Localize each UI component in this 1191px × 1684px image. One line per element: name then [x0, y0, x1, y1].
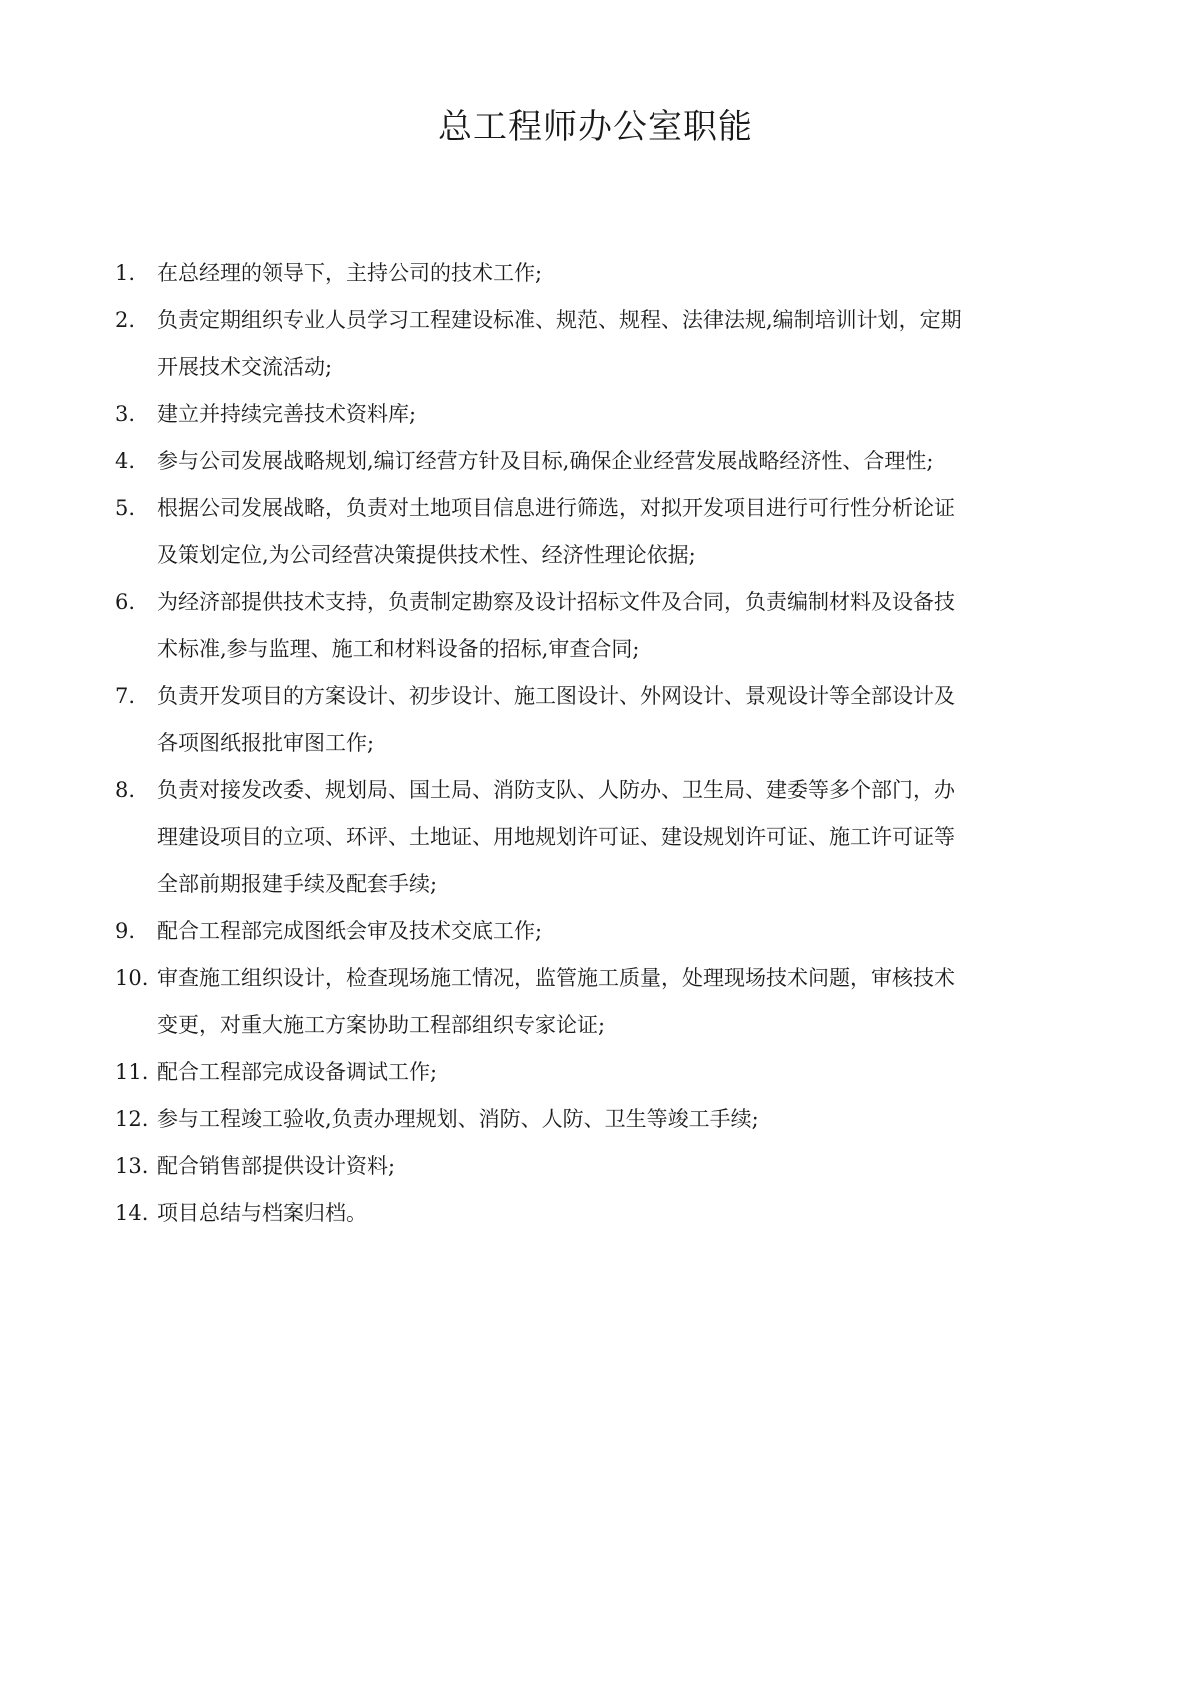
item-text: 在总经理的领导下，主持公司的技术工作; — [157, 261, 543, 285]
list-item — [0, 448, 1191, 495]
item-number: 4. — [115, 449, 136, 473]
duties-list — [0, 260, 1191, 1247]
list-item-line — [0, 589, 1191, 636]
item-text-continued: 全部前期报建手续及配套手续; — [157, 872, 438, 896]
item-text: 配合工程部完成图纸会审及技术交底工作; — [157, 919, 543, 943]
list-item-line — [0, 542, 1191, 589]
list-item-line — [0, 1012, 1191, 1059]
item-text-continued: 术标准,参与监理、施工和材料设备的招标,审查合同; — [157, 637, 640, 661]
item-text: 配合工程部完成设备调试工作; — [157, 1060, 438, 1084]
list-item-line — [0, 1153, 1191, 1200]
item-number: 11. — [115, 1060, 149, 1084]
item-number: 3. — [115, 402, 136, 426]
item-text-continued: 各项图纸报批审图工作; — [157, 731, 375, 755]
item-number: 10. — [115, 966, 149, 990]
item-number: 14. — [115, 1201, 149, 1225]
list-item-line — [0, 918, 1191, 965]
list-item-line — [0, 401, 1191, 448]
item-text: 负责定期组织专业人员学习工程建设标准、规范、规程、法律法规,编制培训计划，定期 — [157, 308, 962, 332]
list-item-line — [0, 307, 1191, 354]
item-text: 建立并持续完善技术资料库; — [157, 402, 417, 426]
list-item — [0, 495, 1191, 589]
list-item — [0, 1153, 1191, 1200]
list-item-line — [0, 448, 1191, 495]
list-item — [0, 401, 1191, 448]
item-text-continued: 理建设项目的立项、环评、土地证、用地规划许可证、建设规划许可证、施工许可证等 — [157, 825, 955, 849]
item-text: 根据公司发展战略，负责对土地项目信息进行筛选，对拟开发项目进行可行性分析论证 — [157, 496, 955, 520]
document-title: 总工程师办公室职能 — [438, 107, 753, 147]
item-number: 8. — [115, 778, 136, 802]
list-item — [0, 307, 1191, 401]
list-item — [0, 777, 1191, 918]
list-item-line — [0, 260, 1191, 307]
list-item — [0, 589, 1191, 683]
list-item — [0, 918, 1191, 965]
list-item-line — [0, 965, 1191, 1012]
item-number: 13. — [115, 1154, 149, 1178]
item-text: 配合销售部提供设计资料; — [157, 1154, 396, 1178]
list-item — [0, 965, 1191, 1059]
list-item-line — [0, 1106, 1191, 1153]
item-number: 9. — [115, 919, 136, 943]
item-number: 7. — [115, 684, 136, 708]
list-item-line — [0, 777, 1191, 824]
item-text: 审查施工组织设计，检查现场施工情况，监管施工质量，处理现场技术问题，审核技术 — [157, 966, 955, 990]
list-item — [0, 683, 1191, 777]
item-text: 为经济部提供技术支持，负责制定勘察及设计招标文件及合同，负责编制材料及设备技 — [157, 590, 955, 614]
item-text: 负责对接发改委、规划局、国土局、消防支队、人防办、卫生局、建委等多个部门，办 — [157, 778, 955, 802]
list-item — [0, 1059, 1191, 1106]
list-item-line — [0, 354, 1191, 401]
list-item-line — [0, 871, 1191, 918]
item-number: 1. — [115, 261, 136, 285]
item-text: 负责开发项目的方案设计、初步设计、施工图设计、外网设计、景观设计等全部设计及 — [157, 684, 955, 708]
list-item — [0, 260, 1191, 307]
list-item-line — [0, 636, 1191, 683]
item-text-continued: 及策划定位,为公司经营决策提供技术性、经济性理论依据; — [157, 543, 696, 567]
list-item-line — [0, 824, 1191, 871]
list-item-line — [0, 1059, 1191, 1106]
item-number: 5. — [115, 496, 136, 520]
item-text-continued: 开展技术交流活动; — [157, 355, 333, 379]
list-item-line — [0, 495, 1191, 542]
list-item — [0, 1200, 1191, 1247]
list-item-line — [0, 730, 1191, 777]
item-number: 12. — [115, 1107, 149, 1131]
item-text-continued: 变更，对重大施工方案协助工程部组织专家论证; — [157, 1013, 606, 1037]
list-item — [0, 1106, 1191, 1153]
item-text: 参与工程竣工验收,负责办理规划、消防、人防、卫生等竣工手续; — [157, 1107, 759, 1131]
list-item-line — [0, 683, 1191, 730]
item-text: 项目总结与档案归档。 — [157, 1201, 367, 1225]
item-text: 参与公司发展战略规划,编订经营方针及目标,确保企业经营发展战略经济性、合理性; — [157, 449, 934, 473]
list-item-line — [0, 1200, 1191, 1247]
item-number: 2. — [115, 308, 136, 332]
item-number: 6. — [115, 590, 136, 614]
